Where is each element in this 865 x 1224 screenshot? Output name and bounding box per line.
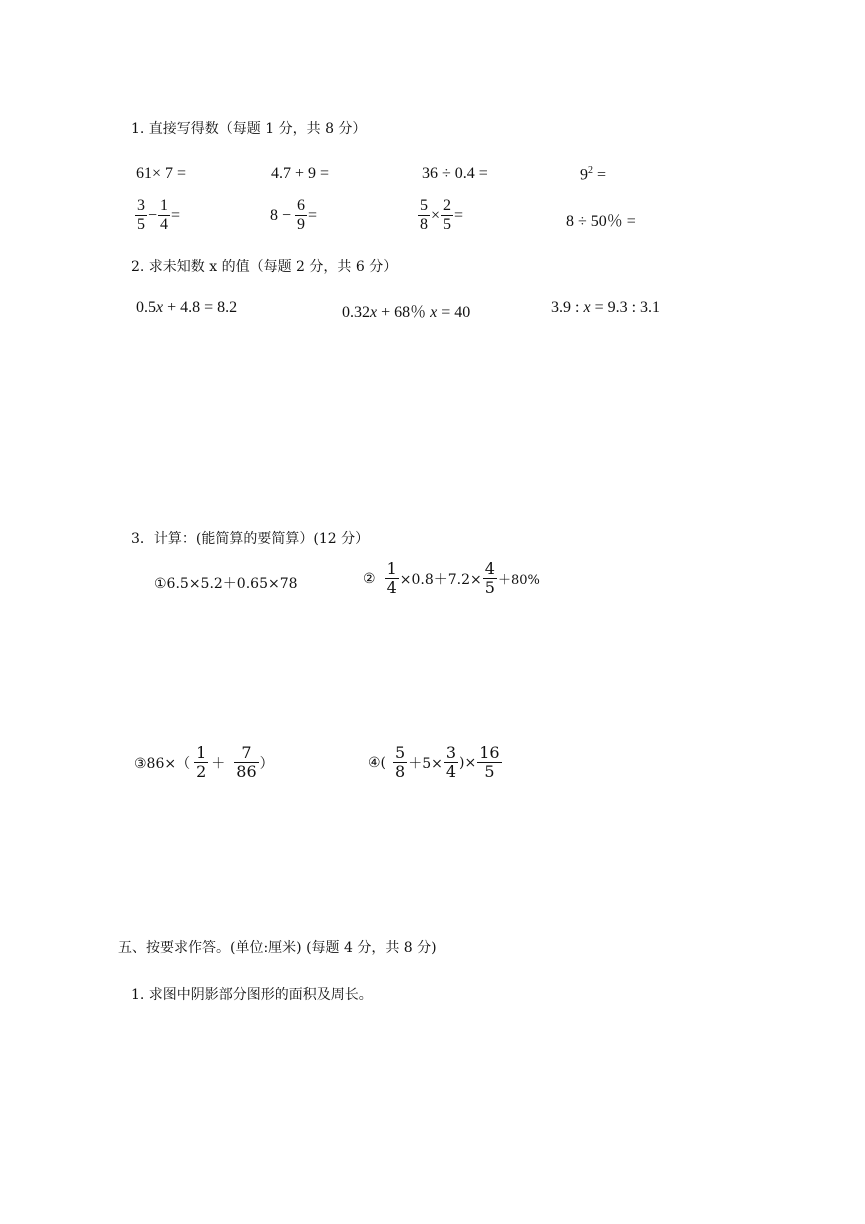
- p4-close: )×: [459, 754, 477, 771]
- equation-1: [136, 299, 237, 317]
- q6-expression: [270, 197, 317, 234]
- q4-expression: [580, 165, 606, 184]
- p3-den1: 2: [196, 762, 207, 781]
- eq2-var: x: [370, 304, 378, 321]
- q7-op: ×: [431, 206, 441, 224]
- q7-den2: 5: [443, 216, 452, 233]
- q7-den1: 8: [420, 216, 428, 233]
- p2-tail: ＋80%: [497, 573, 540, 588]
- q3-expression: 36 ÷ 0.4 =: [422, 165, 488, 182]
- q5-num1: 3: [137, 197, 145, 214]
- q4-equals: =: [597, 166, 607, 184]
- p3-den2: 86: [236, 762, 257, 781]
- p4-label: ④(: [368, 754, 387, 771]
- p4-den2: 4: [445, 762, 457, 781]
- q5-equals: =: [171, 206, 181, 224]
- section5-title: 五、按要求作答。(单位:厘米) (每题 4 分，共 8 分): [118, 940, 437, 956]
- p3-close: ）: [259, 755, 274, 772]
- eq1-rest: + 4.8 = 8.2: [167, 299, 238, 316]
- p4-den1: 8: [395, 762, 406, 781]
- p3-num2: 7: [234, 744, 258, 763]
- q6-lead: 8 −: [270, 206, 292, 224]
- q7-equals: =: [454, 206, 464, 224]
- p4-num1: 5: [395, 743, 406, 762]
- problem-3: [134, 744, 274, 781]
- q7-num2: 2: [443, 197, 452, 214]
- p3-label: ③86×（: [134, 755, 191, 772]
- eq3-lead: 3.9 :: [551, 299, 584, 316]
- eq2-rest: = 40: [441, 304, 471, 321]
- p3-num1: 1: [196, 743, 207, 762]
- p2-label: ②: [363, 570, 376, 587]
- p2-mid: ×0.8＋7.2×: [399, 571, 482, 588]
- p2-num2: 4: [484, 559, 495, 578]
- q6-num: 6: [297, 197, 306, 214]
- p2-den2: 5: [484, 578, 495, 597]
- q5-num2: 1: [160, 197, 169, 214]
- p4-den3: 5: [484, 762, 495, 781]
- eq3-var: x: [583, 299, 591, 316]
- section2-title: 2. 求未知数 x 的值（每题 2 分，共 6 分）: [131, 259, 398, 275]
- eq2-coef: 0.32: [342, 304, 370, 321]
- q5-op: −: [148, 206, 158, 224]
- p4-mid: ＋5×: [408, 755, 443, 772]
- problem-1: ①6.5×5.2＋0.65×78: [154, 576, 298, 592]
- p2-den1: 4: [386, 578, 397, 597]
- eq2-var2: x: [430, 304, 438, 321]
- equation-3: [551, 299, 660, 317]
- q5-den1: 5: [137, 216, 145, 233]
- p4-num3: 16: [479, 743, 500, 762]
- q8-expression: 8 ÷ 50％ =: [566, 213, 636, 230]
- q6-den: 9: [297, 216, 306, 233]
- p3-plus: ＋: [211, 755, 226, 772]
- section5-question-1: 1. 求图中阴影部分图形的面积及周长。: [131, 987, 373, 1003]
- q7-num1: 5: [420, 197, 428, 214]
- q7-expression: [417, 197, 463, 234]
- q6-equals: =: [308, 206, 318, 224]
- problem-2: [363, 560, 540, 597]
- p4-num2: 3: [445, 743, 457, 762]
- problem-4: [368, 744, 503, 781]
- q1-expression: 61× 7 =: [136, 165, 187, 182]
- section1-title: 1. 直接写得数（每题 1 分，共 8 分）: [131, 121, 367, 137]
- p2-num1: 1: [386, 559, 397, 578]
- q4-base: 9: [580, 166, 588, 184]
- q4-exponent: 2: [588, 165, 593, 176]
- eq3-rest: = 9.3 : 3.1: [590, 299, 661, 316]
- eq1-var: x: [156, 299, 164, 316]
- equation-2: [342, 299, 470, 322]
- eq2-mid: + 68％: [381, 304, 427, 321]
- q5-expression: [134, 197, 180, 234]
- q5-den2: 4: [160, 216, 169, 233]
- eq1-coef: 0.5: [136, 299, 156, 316]
- section3-title: 3．计算：(能简算的要简算）(12 分）: [131, 531, 370, 547]
- q2-expression: 4.7 + 9 =: [271, 165, 330, 182]
